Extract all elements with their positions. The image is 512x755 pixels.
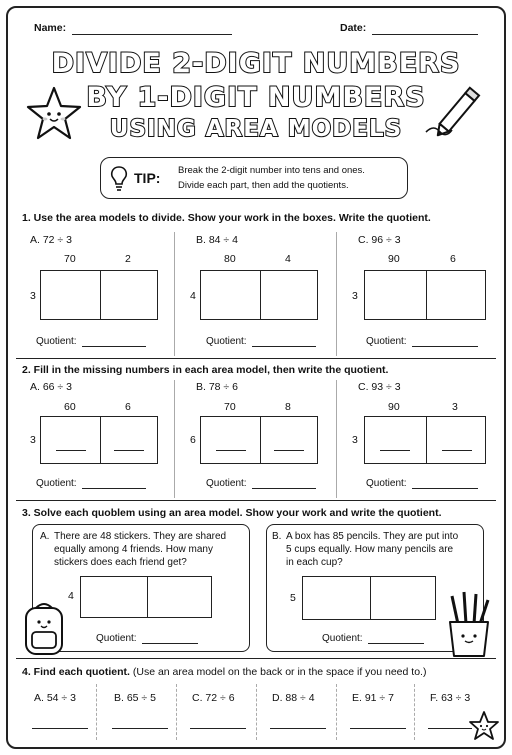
s2-a-quotient-label: Quotient: <box>36 478 77 489</box>
s1-b-quotient-label: Quotient: <box>206 336 247 347</box>
s3-b-text-1: A box has 85 pencils. They are put into <box>286 531 459 542</box>
s2-b-tens: 70 <box>224 401 236 413</box>
s4-item-a: A. 54 ÷ 3 <box>34 692 76 704</box>
s3-a-text-1: There are 48 stickers. They are shared <box>54 531 227 542</box>
section4-title-bold: 4. Find each quotient. <box>22 666 130 678</box>
s1-c-ones: 6 <box>450 253 456 265</box>
s1-b-quotient-line[interactable] <box>252 346 316 347</box>
s2-b-quotient-label: Quotient: <box>206 478 247 489</box>
s4-answer-d[interactable] <box>270 728 326 729</box>
section4-title <box>22 666 426 678</box>
section1-title: 1. Use the area models to divide. Show your work in the boxes. Write the quotient. <box>22 212 431 224</box>
date-label: Date: <box>340 22 367 34</box>
s3-b-text-2: 5 cups equally. How many pencils are <box>286 544 454 555</box>
s4-answer-a[interactable] <box>32 728 88 729</box>
divider <box>414 684 415 740</box>
s2-c-tens: 90 <box>388 401 400 413</box>
s4-answer-f[interactable] <box>428 728 472 729</box>
s2-b-divisor: 6 <box>190 434 196 446</box>
s1-c-area-model[interactable] <box>364 270 486 320</box>
s1-problem-b-label: B. 84 ÷ 4 <box>196 234 238 246</box>
s3-a-text-3: stickers does each friend get? <box>54 557 187 568</box>
s1-b-divisor: 4 <box>190 290 196 302</box>
s1-a-quotient-label: Quotient: <box>36 336 77 347</box>
s2-problem-b-label: B. 78 ÷ 6 <box>196 381 238 393</box>
divider <box>96 684 97 740</box>
s2-a-area-model[interactable] <box>40 416 158 464</box>
s3-b-area-model[interactable] <box>302 576 436 620</box>
s2-b-blank-2[interactable] <box>274 450 304 451</box>
pencil-icon <box>424 80 494 140</box>
s1-problem-c-label: C. 96 ÷ 3 <box>358 234 401 246</box>
lightbulb-icon <box>108 164 130 192</box>
s2-a-ones: 6 <box>125 401 131 413</box>
s1-c-tens: 90 <box>388 253 400 265</box>
s3-b-label: B. <box>272 531 282 542</box>
section4-title-rest: (Use an area model on the back or in the space if you need to.) <box>132 666 427 678</box>
star-icon <box>468 710 500 742</box>
name-line[interactable] <box>72 34 232 35</box>
s2-problem-c-label: C. 93 ÷ 3 <box>358 381 401 393</box>
divider <box>256 684 257 740</box>
s2-b-quotient-line[interactable] <box>252 488 316 489</box>
s4-item-d: D. 88 ÷ 4 <box>272 692 315 704</box>
s2-c-blank-2[interactable] <box>442 450 472 451</box>
tip-label: TIP: <box>134 170 161 186</box>
s2-a-blank-2[interactable] <box>114 450 144 451</box>
s2-b-ones: 8 <box>285 401 291 413</box>
s2-problem-a-label: A. 66 ÷ 3 <box>30 381 72 393</box>
s3-b-quotient-line[interactable] <box>368 643 424 644</box>
section3-title: 3. Solve each quoblem using an area model. Show your work and write the quotient. <box>22 507 442 519</box>
s2-b-blank-1[interactable] <box>216 450 246 451</box>
s2-b-area-model[interactable] <box>200 416 318 464</box>
s4-item-b: B. 65 ÷ 5 <box>114 692 156 704</box>
pencil-cup-icon <box>446 590 492 660</box>
s4-item-c: C. 72 ÷ 6 <box>192 692 235 704</box>
s1-a-ones: 2 <box>125 253 131 265</box>
s2-c-quotient-label: Quotient: <box>366 478 407 489</box>
s1-problem-a-label: A. 72 ÷ 3 <box>30 234 72 246</box>
s4-answer-c[interactable] <box>190 728 246 729</box>
divider <box>336 380 337 498</box>
s3-b-quotient-label: Quotient: <box>322 633 363 644</box>
s1-a-tens: 70 <box>64 253 76 265</box>
s3-a-quotient-line[interactable] <box>142 643 198 644</box>
tip-line-2: Divide each part, then add the quotients. <box>178 180 349 191</box>
s3-a-text-2: equally among 4 friends. How many <box>54 544 213 555</box>
s3-a-label: A. <box>40 531 50 542</box>
divider <box>176 684 177 740</box>
divider <box>336 232 337 356</box>
s1-a-quotient-line[interactable] <box>82 346 146 347</box>
s3-a-quotient-label: Quotient: <box>96 633 137 644</box>
s1-b-tens: 80 <box>224 253 236 265</box>
s2-c-area-model[interactable] <box>364 416 486 464</box>
backpack-icon <box>20 600 68 658</box>
s3-b-divisor: 5 <box>290 592 296 604</box>
divider <box>174 380 175 498</box>
tip-line-1: Break the 2-digit number into tens and ones. <box>178 165 365 176</box>
section-divider <box>16 358 496 359</box>
s3-b-text-3: in each cup? <box>286 557 343 568</box>
title-line-2: BY 1-DIGIT NUMBERS <box>86 82 426 113</box>
s1-a-divisor: 3 <box>30 290 36 302</box>
s2-a-tens: 60 <box>64 401 76 413</box>
s2-c-ones: 3 <box>452 401 458 413</box>
section-divider <box>16 658 496 659</box>
s2-a-quotient-line[interactable] <box>82 488 146 489</box>
s1-b-area-model[interactable] <box>200 270 318 320</box>
name-label: Name: <box>34 22 67 34</box>
s2-c-divisor: 3 <box>352 434 358 446</box>
divider <box>174 232 175 356</box>
divider <box>336 684 337 740</box>
s2-a-divisor: 3 <box>30 434 36 446</box>
s1-b-ones: 4 <box>285 253 291 265</box>
s2-a-blank-1[interactable] <box>56 450 86 451</box>
s2-c-quotient-line[interactable] <box>412 488 478 489</box>
s4-answer-e[interactable] <box>350 728 406 729</box>
title-line-3: USING AREA MODELS <box>109 116 403 142</box>
s1-a-area-model[interactable] <box>40 270 158 320</box>
section-divider <box>16 500 496 501</box>
s4-item-f: F. 63 ÷ 3 <box>430 692 471 704</box>
s1-c-divisor: 3 <box>352 290 358 302</box>
s1-c-quotient-label: Quotient: <box>366 336 407 347</box>
s3-a-divisor: 4 <box>68 590 74 602</box>
title-line-1: DIVIDE 2-DIGIT NUMBERS <box>51 48 461 79</box>
s2-c-blank-1[interactable] <box>380 450 410 451</box>
date-line[interactable] <box>372 34 478 35</box>
s4-item-e: E. 91 ÷ 7 <box>352 692 394 704</box>
s4-answer-b[interactable] <box>112 728 168 729</box>
s3-a-area-model[interactable] <box>80 576 212 618</box>
s1-c-quotient-line[interactable] <box>412 346 478 347</box>
section2-title: 2. Fill in the missing numbers in each area model, then write the quotient. <box>22 364 389 376</box>
star-icon <box>24 84 84 144</box>
